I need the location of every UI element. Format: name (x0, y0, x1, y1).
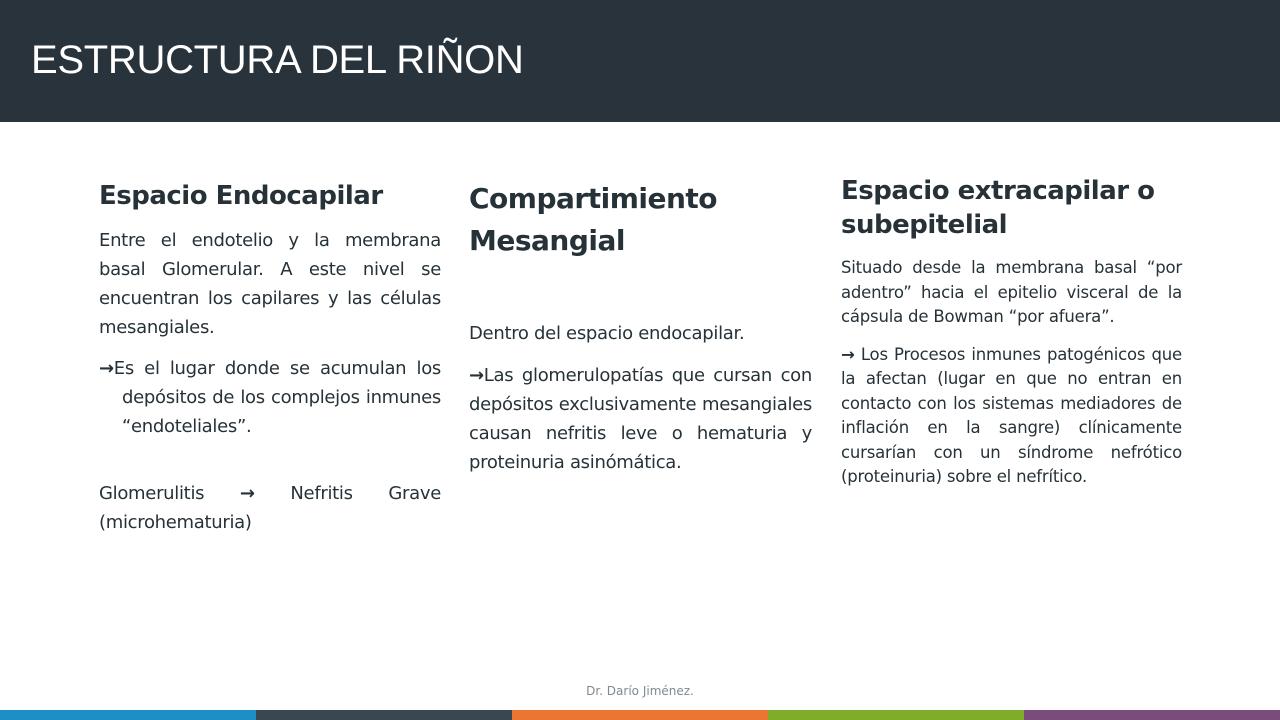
column-heading: Espacio Endocapilar (99, 181, 383, 211)
footer-bar-segment (1024, 710, 1280, 720)
bullet-text: Las glomerulopatías que cursan con depósitos exclusivamente mesangiales causan nefritis leve o hematuria y proteinuria asinómática. (469, 365, 812, 473)
column-mesangial (469, 172, 812, 477)
column-paragraph: Entre el endotelio y la membrana basal Glomerular. A este nivel se encuentran los capilares y las células mesangiales. (99, 230, 441, 338)
arrow-bullet-paragraph (99, 354, 441, 441)
column-heading: Espacio extracapilar o subepitelial (841, 176, 1155, 240)
footer-bar-segment (256, 710, 512, 720)
footer-bar-segment (0, 710, 256, 720)
arrow-bullet-paragraph (469, 361, 812, 477)
column-heading: Compartimiento Mesangial (469, 182, 718, 257)
summary-term: Glomerulitis (99, 483, 205, 504)
footer-color-bar (0, 710, 1280, 720)
column-extracapilar (841, 172, 1182, 490)
title-band (0, 0, 1280, 122)
right-arrow-icon: → (99, 358, 114, 379)
footer-bar-segment (512, 710, 768, 720)
footer-credit: Dr. Darío Jiménez. (586, 684, 694, 698)
column-paragraph: Dentro del espacio endocapilar. (469, 323, 745, 344)
right-arrow-icon: → (841, 344, 855, 364)
bullet-text: Los Procesos inmunes patogénicos que la afectan (lugar en que no entran en contacto con los sistemas mediadores de inflación en la sangre) clínicamente cursarían con un síndrome nefrótico (proteinuria) sobre el nefrítico. (841, 344, 1183, 486)
column-endocapilar (99, 172, 441, 537)
arrow-bullet-paragraph (841, 343, 1182, 490)
footer-bar-segment (768, 710, 1024, 720)
right-arrow-icon: → (239, 483, 255, 504)
bullet-text: Es el lugar donde se acumulan los depósitos de los complejos inmunes “endoteliales”. (113, 358, 441, 437)
right-arrow-icon: → (469, 365, 484, 386)
column-paragraph: Situado desde la membrana basal “por adentro” hacia el epitelio visceral de la cápsula de Bowman “por afuera”. (841, 258, 1182, 326)
summary-result: Nefritis Grave (microhematuria) (99, 483, 441, 533)
summary-paragraph (99, 479, 441, 537)
slide-title: ESTRUCTURA DEL RIÑON (31, 38, 524, 82)
